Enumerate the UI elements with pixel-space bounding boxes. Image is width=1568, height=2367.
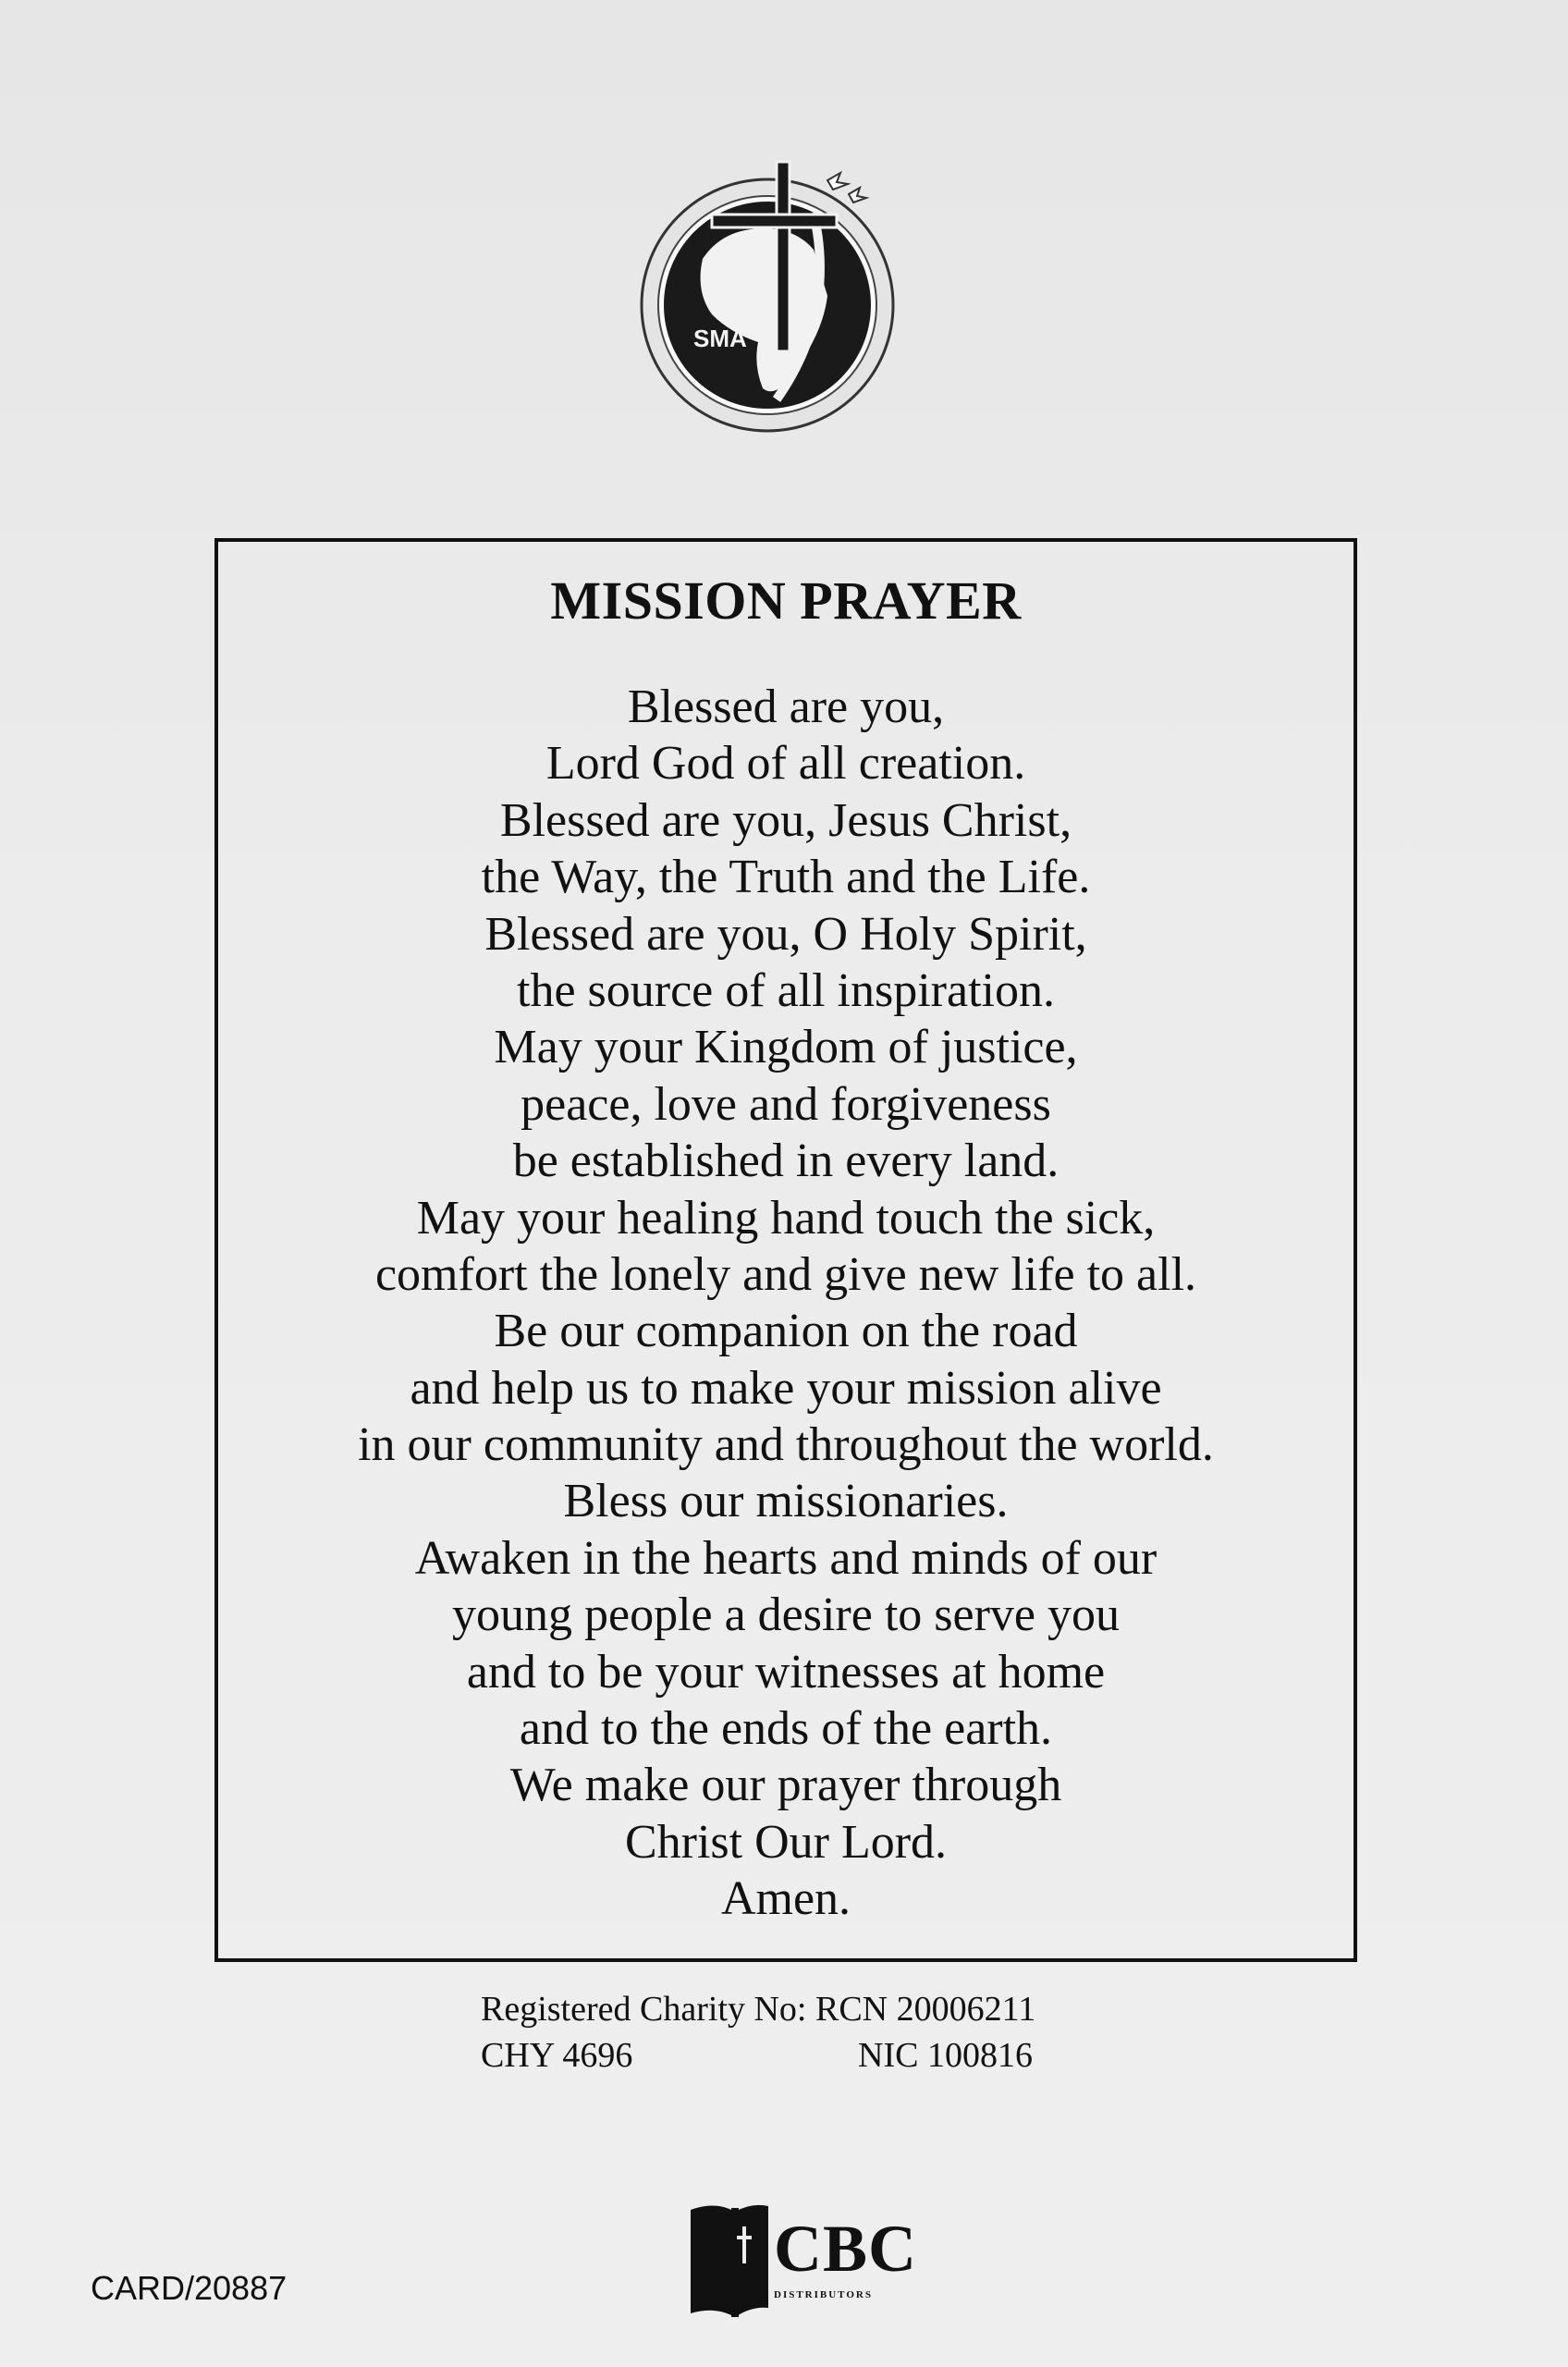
prayer-line: Be our companion on the road: [494, 1305, 1078, 1358]
prayer-line: and to the ends of the earth.: [519, 1702, 1053, 1756]
cbc-distributors-logo: [689, 2199, 918, 2319]
prayer-line: in our community and throughout the world.: [358, 1418, 1214, 1472]
prayer-line: the source of all inspiration.: [517, 963, 1055, 1017]
charity-label: Registered Charity No:: [481, 1990, 807, 2029]
book-cross-icon: [689, 2199, 772, 2319]
charity-row-2: [481, 2032, 1035, 2079]
prayer-line: May your Kingdom of justice,: [494, 1021, 1078, 1074]
prayer-line: Blessed are you,: [627, 681, 945, 733]
publisher-subtitle: DISTRIBUTORS: [774, 2289, 873, 2300]
prayer-line: be established in every land.: [512, 1134, 1060, 1188]
prayer-line: Blessed are you, O Holy Spirit,: [484, 907, 1087, 961]
prayer-line: peace, love and forgiveness: [521, 1077, 1051, 1131]
sma-logo: [638, 157, 915, 444]
prayer-line: and help us to make your mission alive: [410, 1361, 1162, 1415]
charity-info: [481, 1986, 1035, 2079]
charity-rcn: RCN 20006211: [815, 1990, 1036, 2029]
card-code: CARD/20887: [91, 2269, 288, 2307]
prayer-title: MISSION PRAYER: [550, 570, 1022, 631]
prayer-line: May your healing hand touch the sick,: [416, 1191, 1156, 1245]
prayer-line: Lord God of all creation.: [545, 737, 1026, 791]
charity-nic: NIC 100816: [858, 2036, 1033, 2075]
prayer-line: Blessed are you, Jesus Christ,: [499, 793, 1072, 847]
prayer-line: Christ Our Lord.: [624, 1815, 948, 1869]
prayer-line: and to be your witnesses at home: [466, 1645, 1106, 1699]
prayer-line: young people a desire to serve you: [451, 1588, 1120, 1642]
prayer-line: Bless our missionaries.: [563, 1475, 1009, 1528]
prayer-lines: [218, 679, 1354, 1928]
prayer-line: the Way, the Truth and the Life.: [481, 851, 1091, 904]
sma-logo-text: SMA: [693, 325, 747, 352]
prayer-line: We make our prayer through: [509, 1759, 1062, 1812]
charity-row-1: [481, 1986, 1035, 2032]
prayer-line: comfort the lonely and give new life to all.: [374, 1247, 1197, 1301]
prayer-line: Awaken in the hearts and minds of our: [414, 1531, 1158, 1585]
publisher-name: CBC: [774, 2212, 918, 2286]
prayer-line: Amen.: [720, 1872, 851, 1926]
charity-chy: CHY 4696: [481, 2036, 633, 2075]
prayer-box: [214, 538, 1357, 1962]
